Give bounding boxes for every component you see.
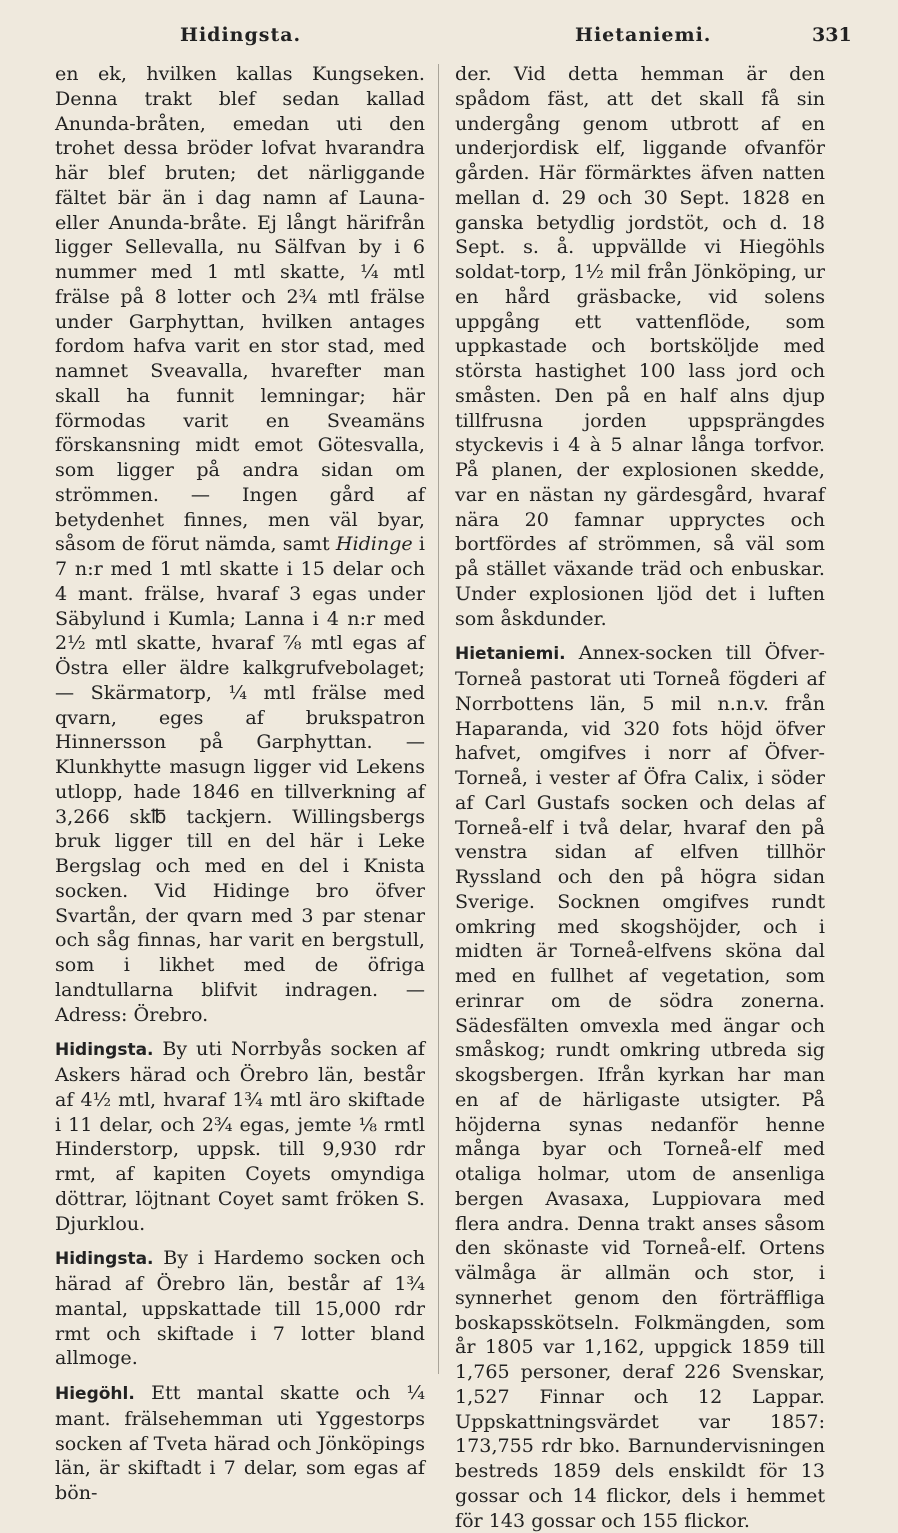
entry-hidingsta-hardemo: Hidingsta. By i Hardemo socken och härad af Örebro län, består af 1¾ mantal, uppskattade till 15,000 rdr rmt och skiftade i 7 lotter bland allmoge. (55, 1246, 425, 1370)
page-number: 331 (812, 24, 852, 46)
entry-headword: Hidingsta. (55, 1249, 154, 1270)
running-header (0, 18, 898, 58)
right-column (455, 62, 825, 1533)
entry-hiegohl: Hiegöhl. Ett mantal skatte och ¼ mant. frälsehemman uti Yggestorps socken af Tveta härad och Jönköpings län, är skiftadt i 7 delar, som egas af bön- (55, 1381, 425, 1504)
entry-headword: Hiegöhl. (55, 1384, 135, 1404)
entry-headword: Hidingsta. (55, 1040, 154, 1061)
column-divider (438, 64, 439, 1374)
left-running-title: Hidingsta. (180, 24, 302, 46)
paragraph-continuation: en ek, hvilken kallas Kungseken. Denna trakt blef sedan kallad Anunda-bråten, emedan uti den trohet dessa bröder lofvat hvarandra här blef bruten; det närliggande fältet bär än i dag namn af Launa- eller Anunda-bråte. Ej långt härifrån ligger Sellevalla, nu Sälfvan by i 6 nummer med 1 mtl skatte, ¼ mtl frälse på 8 lotter och 2¾ mtl frälse under Garphyttan, hvilken antages fordom hafva varit en stor stad, med namnet Sveavalla, hvarefter man skall ha funnit lemningar; här förmodas varit en Sveamäns förskansning midt emot Götesvalla, som ligger på andra sidan om strömmen. — Ingen gård af betydenhet finnes, men väl byar, såsom de förut nämda, samt Hidinge i 7 n:r med 1 mtl skatte i 15 delar och 4 mant. frälse, hvaraf 3 egas under Säbylund i Kumla; Lanna i 4 n:r med 2½ mtl skatte, hvaraf ⅞ mtl egas af Östra eller äldre kalkgrufvebolaget; — Skärmatorp, ¼ mtl frälse med qvarn, eges af brukspatron Hinnersson på Garphyttan. — Klunkhytte masugn ligger vid Lekens utlopp, hade 1846 en tillverkning af 3,266 sk℔ tackjern. Willingsbergs bruk ligger till en del här i Leke Bergslag och med en del i Knista socken. Vid Hidinge bro öfver Svartån, der qvarn med 3 par stenar och såg finnas, har varit en bergstull, som i likhet med de öfriga landtullarna blifvit indragen. — Adress: Örebro. (55, 62, 425, 1026)
entry-hidingsta-norrbyas: Hidingsta. By uti Norrbyås socken af Askers härad och Örebro län, består af 4½ mtl, hvaraf 1¾ mtl äro skiftade i 11 delar, och 2¾ egas, jemte ⅛ rmtl Hinderstorp, uppsk. till 9,930 rdr rmt, af kapiten Coyets omyndiga döttrar, löjtnant Coyet samt fröken S. Djurklou. (55, 1037, 425, 1235)
left-column (55, 62, 425, 1506)
entry-hietaniemi: Hietaniemi. Annex-socken till Öfver-Torneå pastorat uti Torneå fögderi af Norrbottens län, 5 mil n.n.v. från Haparanda, vid 320 fots höjd öfver hafvet, omgifves i norr af Öfver-Torneå, i vester af Öfra Calix, i söder af Carl Gustafs socken och delas af Torneå-elf i två delar, hvaraf den på venstra sidan af elfven tillhör Ryssland och den på högra sidan Sverige. Socknen omgifves rundt omkring med skogshöjder, och i midten är Torneå-elfvens sköna dal med en fullhet af vegetation, som erinrar om de södra zonerna. Sädesfälten omvexla med ängar och småskog; rundt omkring utbreda sig skogsbergen. Ifrån kyrkan har man en af de härligaste utsigter. På höjderna synas nedanför henne många byar och Torneå-elf med otaliga holmar, utom de ansenliga bergen Avasaxa, Luppiovara med flera andra. Denna trakt anses såsom den skönaste vid Torneå-elf. Ortens välmåga är allmän och stor, i synnerhet genom den förträffliga boskapsskötseln. Folkmängden, som år 1805 var 1,162, uppgick 1859 till 1,765 personer, deraf 226 Svenskar, 1,527 Finnar och 12 Lappar. Uppskattningsvärdet var 1857: 173,755 rdr bko. Barnundervisningen bestreds 1859 dels enskildt för 13 gossar och 14 flickor, dels i hemmet för 143 gossar och 155 flickor. (455, 641, 825, 1532)
paragraph-continuation: der. Vid detta hemman är den spådom fäst, att det skall få sin undergång genom utbrott af en underjordisk elf, liggande ofvanför gården. Här förmärktes äfven natten mellan d. 29 och 30 Sept. 1828 en ganska betydlig jordstöt, och d. 18 Sept. s. å. uppvällde vi Hiegöhls soldat-torp, 1½ mil från Jönköping, ur en hård gräsbacke, vid solens uppgång ett vattenflöde, som uppkastade och bortsköljde med största hastighet 100 lass jord och småsten. Den på en half alns djup tillfrusna jorden uppsprängdes styckevis i 4 à 5 alnar långa torfvor. På planen, der explosionen skedde, var en nästan ny gärdesgård, hvaraf nära 20 famnar uppryctes och bortfördes af strömmen, så väl som på stället växande träd och enbuskar. Under explosionen ljöd det i luften som åskdunder. (455, 62, 825, 630)
right-running-title: Hietaniemi. (575, 24, 712, 46)
entry-headword: Hietaniemi. (455, 644, 566, 665)
place-name-italic: Hidinge (335, 532, 413, 556)
